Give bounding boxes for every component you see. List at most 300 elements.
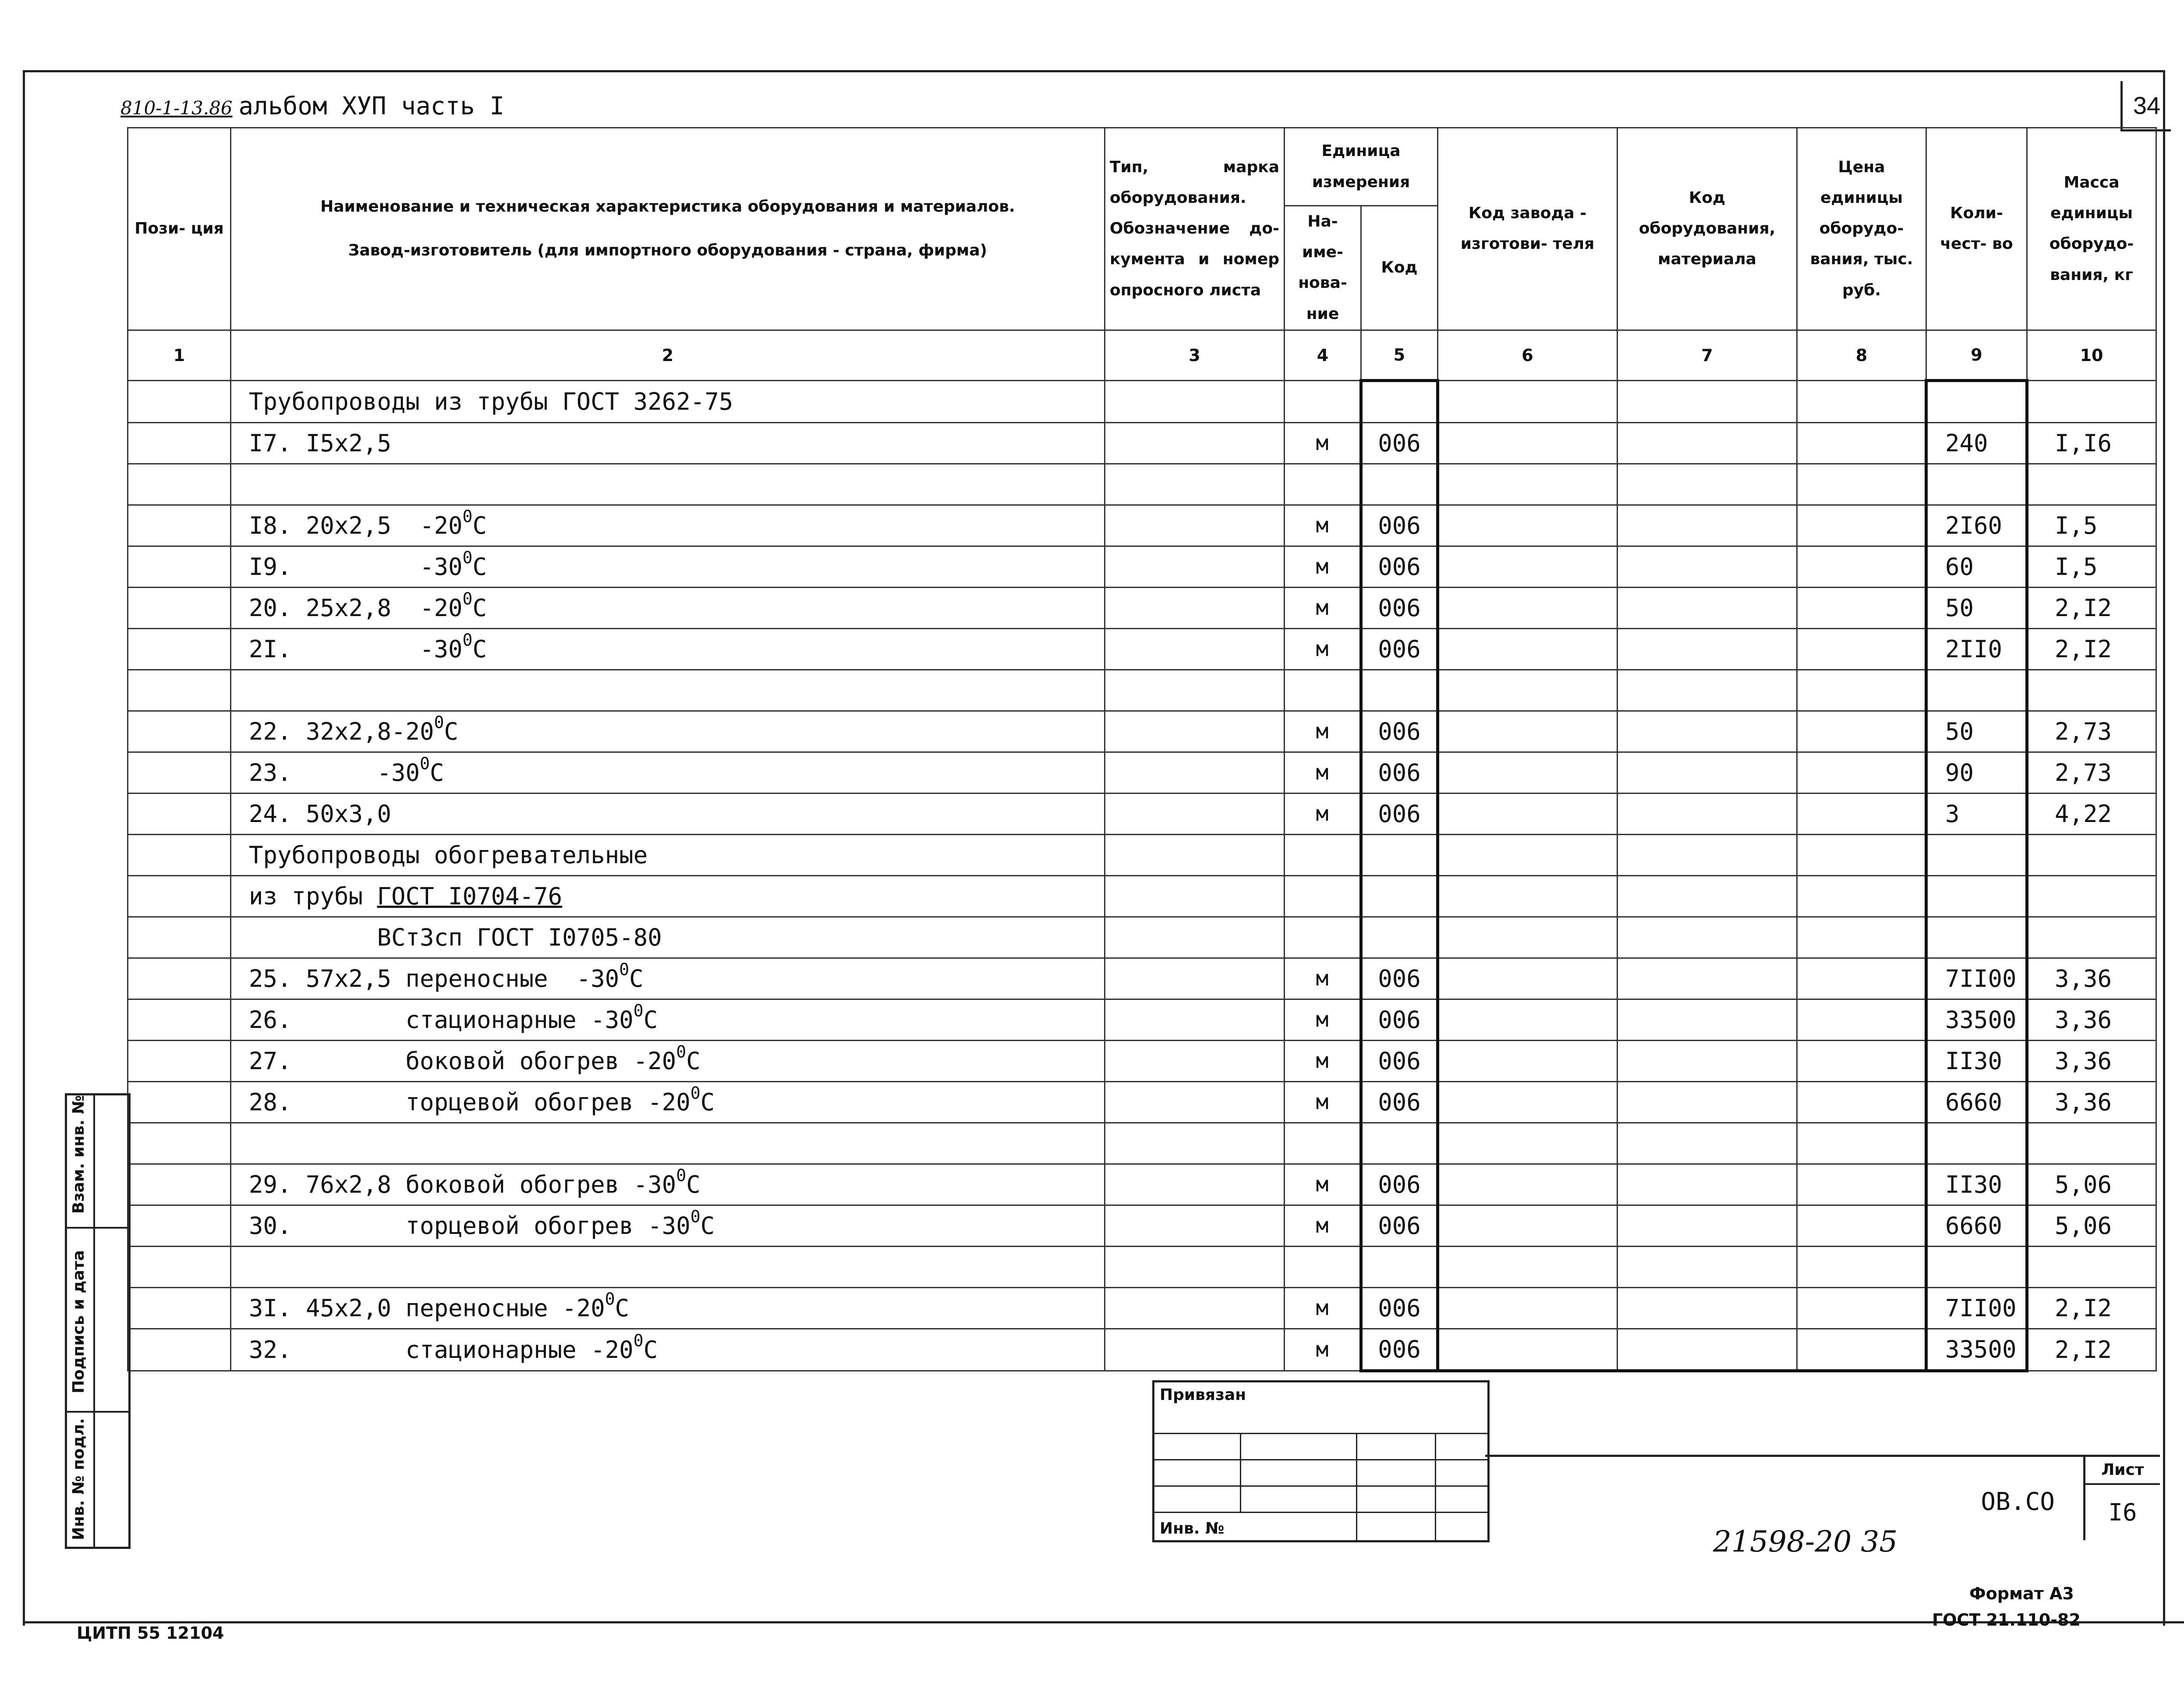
cell-equip-code <box>1618 711 1797 752</box>
item-text: ВСт3сп ГОСТ I0705-80 <box>249 923 662 951</box>
table-row <box>128 793 2156 834</box>
cell-mass: I,5 <box>2027 505 2156 546</box>
cell-unit: м <box>1285 546 1361 587</box>
cell-position <box>128 422 231 464</box>
cell-type <box>1105 1040 1285 1081</box>
degree-sign: 0 <box>420 754 430 773</box>
cell-position <box>128 546 231 587</box>
celsius-unit: С <box>629 964 644 992</box>
album-code: 810-1-13.86 <box>120 97 233 119</box>
cell-qty: 50 <box>1926 711 2027 752</box>
cell-unit-code: 006 <box>1361 546 1438 587</box>
cell-qty <box>1926 464 2027 505</box>
item-text: 3I. 45x2,0 переносные -20 <box>249 1294 605 1322</box>
cell-unit <box>1285 1123 1361 1164</box>
cell-equip-code <box>1618 917 1797 958</box>
sheet-list-value: I6 <box>2108 1499 2137 1526</box>
celsius-unit: С <box>686 1047 701 1075</box>
col-header-type: Тип, марка оборудования. Обозначение до- кумента и номер опросного листа <box>1105 128 1285 330</box>
degree-sign: 0 <box>690 1207 701 1226</box>
cell-position <box>128 1287 231 1329</box>
cell-qty: 6660 <box>1926 1081 2027 1123</box>
table-row <box>128 505 2156 546</box>
cell-unit: м <box>1285 505 1361 546</box>
table-row <box>128 587 2156 628</box>
binding-stamp-label: Привязан <box>1160 1386 1246 1404</box>
cell-name <box>231 1123 1105 1164</box>
item-text: I7. I5x2,5 <box>249 429 392 457</box>
cell-qty <box>1926 1123 2027 1164</box>
cell-plant-code <box>1438 1123 1618 1164</box>
cell-type <box>1105 546 1285 587</box>
cell-plant-code <box>1438 834 1618 875</box>
cell-plant-code <box>1438 958 1618 999</box>
cell-name <box>231 999 1105 1040</box>
cell-position <box>128 587 231 628</box>
cell-type <box>1105 999 1285 1040</box>
cell-price <box>1797 464 1926 505</box>
cell-mass: 4,22 <box>2027 793 2156 834</box>
celsius-unit: С <box>430 758 444 787</box>
cell-equip-code <box>1618 752 1797 793</box>
sheet-list-label: Лист <box>2085 1457 2160 1485</box>
cell-price <box>1797 1081 1926 1123</box>
frame-bottom-line <box>23 1621 2184 1623</box>
cell-name <box>231 958 1105 999</box>
cell-unit-code <box>1361 670 1438 711</box>
cell-mass: 3,36 <box>2027 999 2156 1040</box>
table-row <box>128 1329 2156 1371</box>
cell-price <box>1797 999 1926 1040</box>
cell-plant-code <box>1438 546 1618 587</box>
cell-price <box>1797 587 1926 628</box>
cell-price <box>1797 958 1926 999</box>
cell-price <box>1797 917 1926 958</box>
cell-type <box>1105 1081 1285 1123</box>
celsius-unit: С <box>686 1170 701 1198</box>
cell-unit-code: 006 <box>1361 711 1438 752</box>
cell-plant-code <box>1438 422 1618 464</box>
cell-plant-code <box>1438 1164 1618 1205</box>
cell-type <box>1105 422 1285 464</box>
cell-position <box>128 917 231 958</box>
cell-price <box>1797 670 1926 711</box>
cell-unit: м <box>1285 711 1361 752</box>
cell-qty: 50 <box>1926 587 2027 628</box>
table-row <box>128 670 2156 711</box>
cell-unit: м <box>1285 1164 1361 1205</box>
cell-price <box>1797 834 1926 875</box>
celsius-unit: С <box>472 635 487 663</box>
table-row <box>128 1123 2156 1164</box>
cell-type <box>1105 587 1285 628</box>
col-header-unit-name: На- име- нова- ние <box>1285 206 1361 330</box>
cell-unit: м <box>1285 752 1361 793</box>
cell-unit <box>1285 1246 1361 1287</box>
cell-mass: 2,I2 <box>2027 1329 2156 1371</box>
cell-unit-code: 006 <box>1361 999 1438 1040</box>
table-row <box>128 999 2156 1040</box>
cell-type <box>1105 793 1285 834</box>
table-row <box>128 752 2156 793</box>
col-num: 10 <box>2027 330 2156 380</box>
cell-unit-code <box>1361 1246 1438 1287</box>
col-header-qty: Коли- чест- во <box>1926 128 2027 330</box>
cell-type <box>1105 711 1285 752</box>
cell-plant-code <box>1438 380 1618 422</box>
cell-type <box>1105 1287 1285 1329</box>
side-stamp <box>65 1093 131 1549</box>
cell-equip-code <box>1618 875 1797 917</box>
cell-plant-code <box>1438 711 1618 752</box>
table-row <box>128 546 2156 587</box>
cell-price <box>1797 1329 1926 1371</box>
col-num: 5 <box>1361 330 1438 380</box>
cell-unit-code <box>1361 917 1438 958</box>
cell-type <box>1105 380 1285 422</box>
item-text: 32. стационарные -20 <box>249 1336 634 1364</box>
cell-plant-code <box>1438 464 1618 505</box>
cell-unit: м <box>1285 587 1361 628</box>
cell-unit-code: 006 <box>1361 958 1438 999</box>
table-row <box>128 834 2156 875</box>
cell-name <box>231 1246 1105 1287</box>
cell-position <box>128 380 231 422</box>
cell-name <box>231 1081 1105 1123</box>
cell-unit-code: 006 <box>1361 1287 1438 1329</box>
cell-mass <box>2027 464 2156 505</box>
cell-equip-code <box>1618 793 1797 834</box>
cell-price <box>1797 1246 1926 1287</box>
col-header-unit-code: Код <box>1361 206 1438 330</box>
cell-equip-code <box>1618 958 1797 999</box>
cell-position <box>128 628 231 670</box>
cell-name <box>231 670 1105 711</box>
cell-plant-code <box>1438 670 1618 711</box>
cell-mass <box>2027 875 2156 917</box>
cell-equip-code <box>1618 380 1797 422</box>
col-num: 2 <box>231 330 1105 380</box>
table-row <box>128 1246 2156 1287</box>
cell-unit-code: 006 <box>1361 587 1438 628</box>
cell-equip-code <box>1618 422 1797 464</box>
item-text: 23. -30 <box>249 758 420 787</box>
degree-sign: 0 <box>462 589 473 609</box>
item-text: 30. торцевой обогрев -30 <box>249 1212 690 1240</box>
cell-position <box>128 834 231 875</box>
cell-equip-code <box>1618 999 1797 1040</box>
cell-name <box>231 793 1105 834</box>
cell-name <box>231 1164 1105 1205</box>
table-row <box>128 1040 2156 1081</box>
cell-type <box>1105 917 1285 958</box>
cell-name <box>231 752 1105 793</box>
cell-unit: м <box>1285 958 1361 999</box>
cell-name <box>231 834 1105 875</box>
item-text: Трубопроводы обогревательные <box>249 841 648 869</box>
cell-mass: 2,I2 <box>2027 628 2156 670</box>
cell-plant-code <box>1438 917 1618 958</box>
col-num: 9 <box>1926 330 2027 380</box>
cell-equip-code <box>1618 505 1797 546</box>
cell-plant-code <box>1438 505 1618 546</box>
document-code: ОВ.СО <box>1981 1488 2055 1516</box>
cell-type <box>1105 752 1285 793</box>
table-row <box>128 1164 2156 1205</box>
cell-type <box>1105 464 1285 505</box>
cell-equip-code <box>1618 1164 1797 1205</box>
cell-name <box>231 546 1105 587</box>
cell-position <box>128 1246 231 1287</box>
cell-position <box>128 711 231 752</box>
cell-unit-code <box>1361 464 1438 505</box>
item-text: 25. 57x2,5 переносные -30 <box>249 964 619 992</box>
cell-name <box>231 380 1105 422</box>
citp-label: ЦИТП 55 12104 <box>77 1623 224 1643</box>
cell-qty: 33500 <box>1926 999 2027 1040</box>
celsius-unit: С <box>700 1088 715 1116</box>
cell-type <box>1105 628 1285 670</box>
inv-number-label: Инв. № <box>1160 1520 1225 1538</box>
degree-sign: 0 <box>633 1331 644 1350</box>
cell-unit <box>1285 464 1361 505</box>
col-header-name <box>231 128 1105 330</box>
cell-equip-code <box>1618 1205 1797 1246</box>
cell-type <box>1105 1246 1285 1287</box>
cell-unit: м <box>1285 628 1361 670</box>
cell-plant-code <box>1438 1205 1618 1246</box>
album-caption <box>120 92 504 120</box>
cell-qty: 3 <box>1926 793 2027 834</box>
cell-mass: 2,73 <box>2027 711 2156 752</box>
cell-unit-code <box>1361 875 1438 917</box>
degree-sign: 0 <box>462 507 473 526</box>
cell-plant-code <box>1438 628 1618 670</box>
cell-position <box>128 793 231 834</box>
cell-position <box>128 464 231 505</box>
item-text: 26. стационарные -30 <box>249 1006 634 1034</box>
cell-position <box>128 1040 231 1081</box>
cell-price <box>1797 875 1926 917</box>
cell-unit <box>1285 917 1361 958</box>
col-header-price: Цена единицы оборудо- вания, тыс. руб. <box>1797 128 1926 330</box>
cell-price <box>1797 628 1926 670</box>
cell-equip-code <box>1618 1329 1797 1371</box>
item-text: I8. 20x2,5 -20 <box>249 511 463 539</box>
cell-position <box>128 752 231 793</box>
item-text: 20. 25x2,8 -20 <box>249 594 463 622</box>
col-header-name-sub: Завод-изготовитель (для импортного оборудования - страна, фирма) <box>348 241 988 260</box>
cell-mass <box>2027 380 2156 422</box>
table-row <box>128 628 2156 670</box>
cell-position <box>128 505 231 546</box>
cell-unit-code: 006 <box>1361 752 1438 793</box>
cell-position <box>128 1329 231 1371</box>
cell-mass: 5,06 <box>2027 1164 2156 1205</box>
sheet-number: 34 <box>2120 81 2171 131</box>
cell-name <box>231 1287 1105 1329</box>
celsius-unit: С <box>472 553 487 581</box>
cell-price <box>1797 711 1926 752</box>
cell-mass <box>2027 917 2156 958</box>
cell-unit-code <box>1361 834 1438 875</box>
cell-unit-code <box>1361 1123 1438 1164</box>
cell-equip-code <box>1618 670 1797 711</box>
cell-plant-code <box>1438 793 1618 834</box>
col-header-plant-code: Код завода - изготови- теля <box>1438 128 1618 330</box>
cell-type <box>1105 1123 1285 1164</box>
cell-unit: м <box>1285 1081 1361 1123</box>
table-row <box>128 380 2156 422</box>
col-header-unit: Единица измерения <box>1285 128 1438 206</box>
table-row <box>128 1081 2156 1123</box>
cell-unit-code: 006 <box>1361 628 1438 670</box>
cell-position <box>128 875 231 917</box>
cell-qty <box>1926 380 2027 422</box>
item-text: из трубы <box>249 882 377 910</box>
item-text: 27. боковой обогрев -20 <box>249 1047 676 1075</box>
cell-price <box>1797 422 1926 464</box>
cell-name <box>231 587 1105 628</box>
cell-mass <box>2027 670 2156 711</box>
cell-type <box>1105 505 1285 546</box>
cell-position <box>128 1164 231 1205</box>
side-stamp-vzam: Взам. инв. № <box>70 1095 88 1214</box>
col-header-equip-code: Код оборудования, материала <box>1618 128 1797 330</box>
cell-qty: 2II0 <box>1926 628 2027 670</box>
cell-plant-code <box>1438 752 1618 793</box>
item-text: 28. торцевой обогрев -20 <box>249 1088 690 1116</box>
cell-plant-code <box>1438 1040 1618 1081</box>
cell-price <box>1797 1040 1926 1081</box>
cell-name <box>231 1205 1105 1246</box>
cell-price <box>1797 752 1926 793</box>
cell-price <box>1797 1287 1926 1329</box>
col-header-mass: Масса единицы оборудо- вания, кг <box>2027 128 2156 330</box>
cell-mass: 3,36 <box>2027 1081 2156 1123</box>
degree-sign: 0 <box>633 1001 644 1020</box>
cell-plant-code <box>1438 999 1618 1040</box>
cell-name <box>231 628 1105 670</box>
cell-mass <box>2027 1246 2156 1287</box>
side-stamp-inv-podl: Инв. № подл. <box>70 1418 88 1540</box>
cell-unit <box>1285 834 1361 875</box>
cell-equip-code <box>1618 628 1797 670</box>
celsius-unit: С <box>643 1006 658 1034</box>
specification-table <box>127 127 2157 1372</box>
cell-qty <box>1926 670 2027 711</box>
cell-qty <box>1926 1246 2027 1287</box>
cell-plant-code <box>1438 875 1618 917</box>
item-text: Трубопроводы из трубы ГОСТ 3262-75 <box>249 387 733 415</box>
cell-mass: 2,73 <box>2027 752 2156 793</box>
cell-qty: 7II00 <box>1926 1287 2027 1329</box>
cell-position <box>128 1081 231 1123</box>
celsius-unit: С <box>472 511 487 539</box>
table-row <box>128 958 2156 999</box>
cell-unit-code <box>1361 380 1438 422</box>
format-label: Формат А3 <box>1969 1584 2074 1603</box>
cell-price <box>1797 546 1926 587</box>
cell-qty: 33500 <box>1926 1329 2027 1371</box>
cell-unit-code: 006 <box>1361 1081 1438 1123</box>
cell-unit-code: 006 <box>1361 1329 1438 1371</box>
cell-type <box>1105 958 1285 999</box>
cell-qty: 90 <box>1926 752 2027 793</box>
cell-type <box>1105 1329 1285 1371</box>
degree-sign: 0 <box>676 1166 687 1185</box>
cell-unit-code: 006 <box>1361 1205 1438 1246</box>
celsius-unit: С <box>472 594 487 622</box>
cell-unit: м <box>1285 1329 1361 1371</box>
cell-price <box>1797 505 1926 546</box>
cell-qty: 60 <box>1926 546 2027 587</box>
cell-unit-code: 006 <box>1361 793 1438 834</box>
cell-unit-code: 006 <box>1361 1164 1438 1205</box>
table-row <box>128 875 2156 917</box>
degree-sign: 0 <box>676 1042 687 1062</box>
cell-mass: I,I6 <box>2027 422 2156 464</box>
cell-plant-code <box>1438 1329 1618 1371</box>
cell-qty <box>1926 834 2027 875</box>
table-row <box>128 464 2156 505</box>
cell-equip-code <box>1618 1287 1797 1329</box>
item-text: 2I. -30 <box>249 635 463 663</box>
cell-position <box>128 1205 231 1246</box>
item-text: I9. -30 <box>249 553 463 581</box>
binding-stamp <box>1152 1380 1490 1542</box>
col-num: 6 <box>1438 330 1618 380</box>
cell-qty: 2I60 <box>1926 505 2027 546</box>
cell-equip-code <box>1618 1040 1797 1081</box>
degree-sign: 0 <box>605 1289 615 1309</box>
cell-unit-code: 006 <box>1361 422 1438 464</box>
cell-price <box>1797 380 1926 422</box>
cell-qty: 240 <box>1926 422 2027 464</box>
cell-mass: 2,I2 <box>2027 1287 2156 1329</box>
cell-mass: 3,36 <box>2027 958 2156 999</box>
table-row <box>128 1205 2156 1246</box>
col-num: 8 <box>1797 330 1926 380</box>
cell-equip-code <box>1618 834 1797 875</box>
table-row <box>128 1287 2156 1329</box>
degree-sign: 0 <box>434 712 444 732</box>
item-text-underlined: ГОСТ I0704-76 <box>377 882 563 910</box>
cell-unit: м <box>1285 793 1361 834</box>
col-num: 1 <box>128 330 231 380</box>
cell-unit <box>1285 875 1361 917</box>
item-text: 24. 50x3,0 <box>249 800 392 828</box>
table-row <box>128 422 2156 464</box>
cell-unit-code: 006 <box>1361 505 1438 546</box>
degree-sign: 0 <box>619 960 630 979</box>
degree-sign: 0 <box>462 548 473 567</box>
cell-unit: м <box>1285 999 1361 1040</box>
cell-name <box>231 1040 1105 1081</box>
cell-equip-code <box>1618 546 1797 587</box>
cell-price <box>1797 1205 1926 1246</box>
cell-qty: 7II00 <box>1926 958 2027 999</box>
cell-name <box>231 917 1105 958</box>
col-num: 7 <box>1618 330 1797 380</box>
cell-type <box>1105 875 1285 917</box>
col-header-name-main: Наименование и техническая характеристика оборудования и материалов. <box>320 198 1015 216</box>
cell-equip-code <box>1618 1123 1797 1164</box>
cell-equip-code <box>1618 1246 1797 1287</box>
cell-equip-code <box>1618 1081 1797 1123</box>
cell-qty: II30 <box>1926 1164 2027 1205</box>
col-num: 4 <box>1285 330 1361 380</box>
